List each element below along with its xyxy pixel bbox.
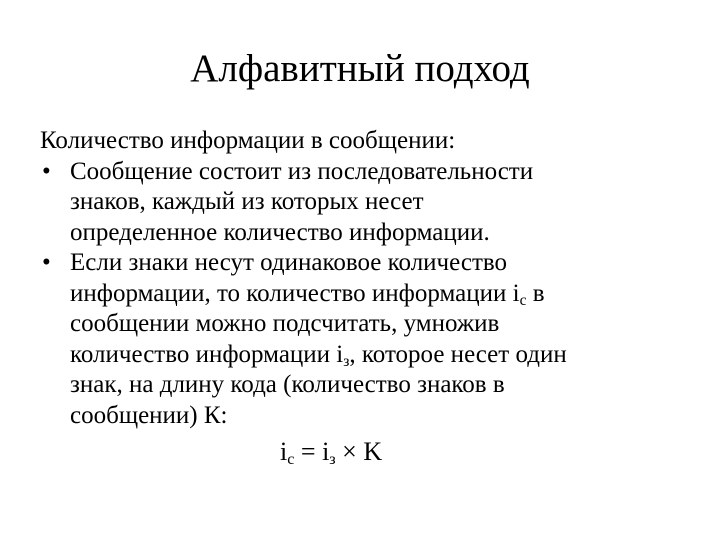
bullet-line: сообщении) К: <box>70 401 228 429</box>
bullet-item <box>40 248 700 431</box>
slide-title: Алфавитный подход <box>190 47 530 90</box>
bullet-text: в <box>526 279 545 307</box>
bullet-text: информации, то количество информации i <box>70 279 520 307</box>
formula-equals: = <box>294 437 323 466</box>
bullet-line: сообщении можно подсчитать, умножив <box>70 310 500 337</box>
intro-text: Количество информации в сообщении: <box>40 127 456 154</box>
subscript-z: з <box>343 352 350 370</box>
formula-subscript: з <box>329 451 336 469</box>
formula-times: × <box>335 437 364 466</box>
bullet-text: , которое несет один <box>349 340 567 368</box>
formula <box>280 436 382 468</box>
bullet-text: количество информации i <box>70 340 344 368</box>
bullet-marker: • <box>42 249 51 276</box>
formula-subscript: с <box>287 451 295 469</box>
bullet-line: знаков, каждый из которых несет <box>70 188 424 215</box>
bullet-marker: • <box>42 157 51 185</box>
bullet-item <box>40 157 700 249</box>
bullet-line: Сообщение состоит из последовательности <box>70 157 534 185</box>
formula-var: i <box>322 437 330 466</box>
bullet-list <box>40 157 700 432</box>
formula-var: i <box>280 437 288 466</box>
bullet-line <box>70 279 700 310</box>
slide-body <box>40 126 700 431</box>
bullet-line: определенное количество информации. <box>70 218 490 246</box>
bullet-line <box>70 340 700 371</box>
bullet-line: Если знаки несут одинаковое количество <box>70 249 507 276</box>
formula-factor: K <box>363 437 383 466</box>
bullet-line: знак, на длину кода (количество знаков в <box>70 371 505 398</box>
subscript-c: с <box>519 291 527 309</box>
